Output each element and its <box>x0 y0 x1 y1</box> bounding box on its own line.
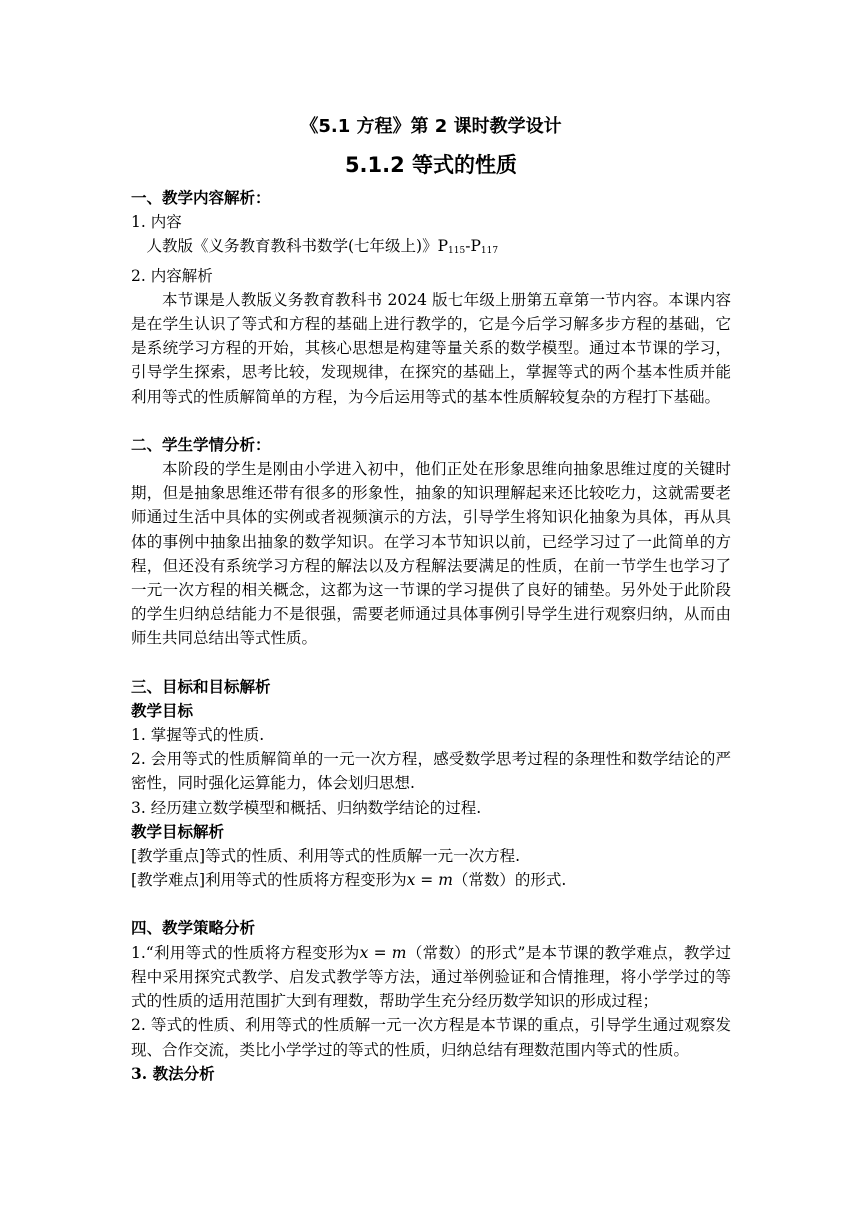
section4-heading: 四、教学策略分析 <box>131 918 256 938</box>
goal-item-1: 1. 掌握等式的性质. <box>131 726 265 745</box>
difficulty-prefix: [教学难点]利用等式的性质将方程变形为 <box>131 871 407 890</box>
goals-analysis-heading: 教学目标解析 <box>131 821 225 841</box>
content-analysis-paragraph: 本节课是人教版义务教育教科书 2024 版七年级上册第五章第一节内容。本课内容是在学生认识了等式和方程的基础上进行教学的，它是今后学习解多步方程的基础，它是系统学习方程的开始，其核心思想是构建等量关系的数学模型。通过本节课的学习，引导学生探索，思考比较，发现规律，在探究的基础上，掌握等式的两个基本性质并能利用等式的性质解简单的方程，为今后运用等式的基本性质解较复杂的方程打下基础。 <box>131 290 731 406</box>
document-title: 《5.1 方程》第 2 课时教学设计 <box>300 116 562 137</box>
key-point: [教学重点]等式的性质、利用等式的性质解一元一次方程. <box>131 847 521 866</box>
section3-heading: 三、目标和目标解析 <box>131 676 271 696</box>
strategy-item3-heading: 3. 教法分析 <box>131 1063 215 1083</box>
difficulty-point <box>131 868 731 892</box>
section2-heading: 二、学生学情分析： <box>131 434 271 454</box>
page-separator: -P <box>465 237 481 256</box>
section1-heading: 一、教学内容解析： <box>131 188 271 207</box>
strategy-item1-prefix: 1.“利用等式的性质将方程变形为 <box>131 943 360 962</box>
spacer <box>131 409 731 433</box>
page-start: 115 <box>448 246 466 257</box>
textbook-reference <box>131 234 731 263</box>
goal-item-2: 2. 会用等式的性质解简单的一元一次方程，感受数学思考过程的条理性和数学结论的严密性，同时强化运算能力，体会划归思想. <box>131 750 731 793</box>
spacer <box>131 651 731 675</box>
strategy-item-2: 2. 等式的性质、利用等式的性质解一元一次方程是本节课的重点，引导学生通过观察发现、合作交流，类比小学学过的等式的性质，归纳总结有理数范围内等式的性质。 <box>131 1016 731 1059</box>
student-analysis-paragraph: 本阶段的学生是刚由小学进入初中，他们正处在形象思维向抽象思维过度的关键时期，但是抽象思维还带有很多的形象性，抽象的知识理解起来还比较吃力，这就需要老师通过生活中具体的实例或者视频演示的方法，引导学生将知识化抽象为具体，再从具体的事例中抽象出抽象的数学知识。在学习本节知识以前，已经学习过了一此简单的方程，但还没有系统学习方程的解法以及方程解法要满足的性质，在前一节学生也学习了一元一次方程的相关概念，这都为这一节课的学习提供了良好的铺垫。另外处于此阶段的学生归纳总结能力不是很强，需要老师通过具体事例引导学生进行观察归纳，从而由师生共同总结出等式性质。 <box>131 460 731 648</box>
section1-item2-label: 2. 内容解析 <box>131 266 213 285</box>
goals-heading: 教学目标 <box>131 700 194 720</box>
strategy-item-1 <box>131 941 731 1014</box>
document-subtitle: 5.1.2 等式的性质 <box>344 153 518 177</box>
difficulty-math: x = m <box>406 871 453 890</box>
document-content <box>131 112 731 1086</box>
strategy-item1-math: x = m <box>359 943 407 962</box>
difficulty-suffix: （常数）的形式. <box>452 871 567 890</box>
textbook-ref-text: 人教版《义务教育教科书数学(七年级上)》P <box>146 237 449 256</box>
section1-item1-label: 1. 内容 <box>131 213 182 232</box>
goal-item-3: 3. 经历建立数学模型和概括、归纳数学结论的过程. <box>131 798 482 817</box>
page-end: 117 <box>480 246 499 257</box>
strategy-item1-suffix: （常数）的形式”是本节课的教学难点，教学过程中采用探究式教学、启发式教学等方法，通过举例验证和合情推理，将小学学过的等式的性质的适用范围扩大到有理数，帮助学生充分经历数学知识的形成过程； <box>131 943 731 1011</box>
spacer <box>131 892 731 916</box>
